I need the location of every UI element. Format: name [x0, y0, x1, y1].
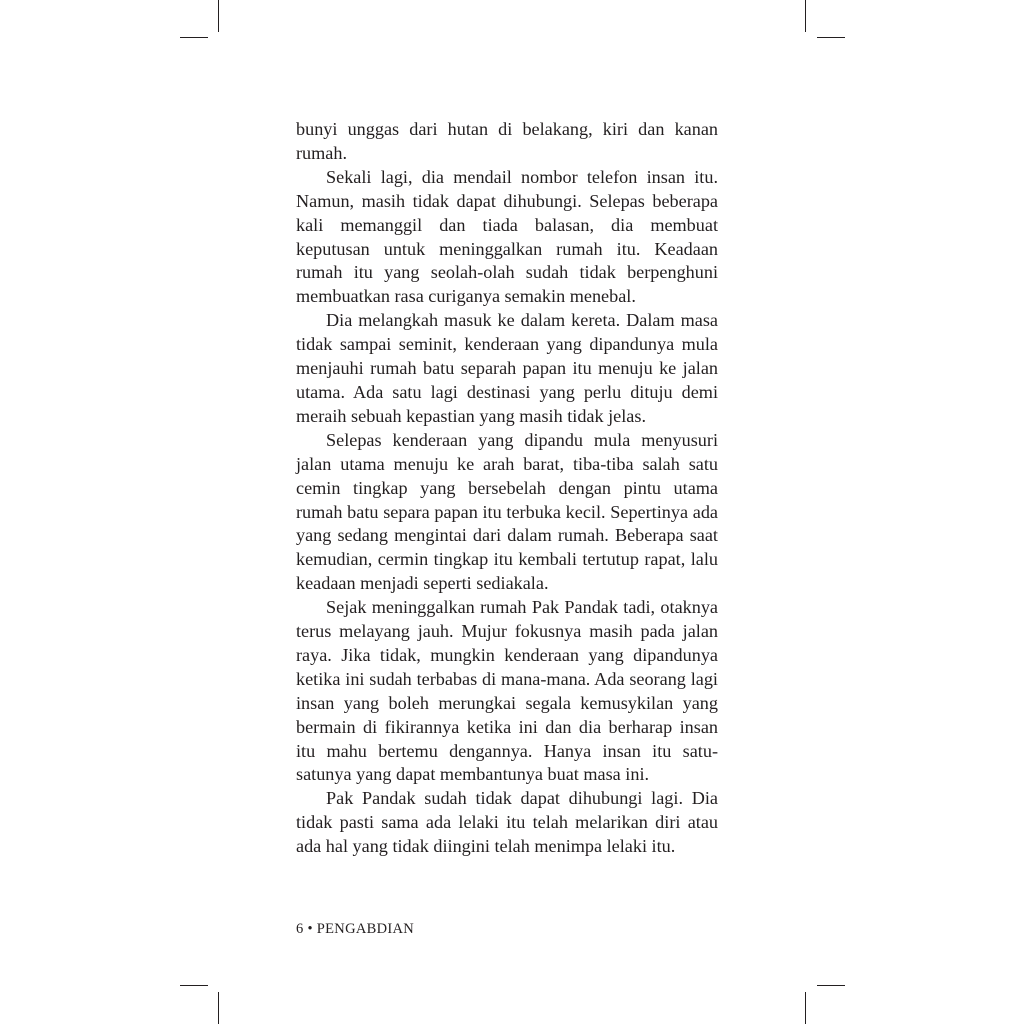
- crop-mark-top-right-vertical: [805, 0, 806, 32]
- crop-mark-bottom-left-horizontal: [180, 985, 208, 986]
- paragraph: Sekali lagi, dia mendail nombor telefon insan itu. Namun, masih tidak dapat dihubungi. Selepas beberapa kali memanggil dan tiada balasan, dia membuat keputusan untuk meninggalkan rumah itu. Keadaan rumah itu yang seolah-olah sudah tidak berpenghuni membuatkan rasa curiganya semakin menebal.: [296, 166, 718, 307]
- page-footer-folio: 6 • PENGABDIAN: [296, 921, 415, 937]
- paragraph: Pak Pandak sudah tidak dapat dihubungi lagi. Dia tidak pasti sama ada lelaki itu telah melarikan diri atau ada hal yang tidak diingini telah menimpa lelaki itu.: [296, 788, 718, 857]
- paragraph: bunyi unggas dari hutan di belakang, kiri dan kanan rumah.: [296, 119, 718, 163]
- crop-mark-top-right-horizontal: [817, 37, 845, 38]
- crop-mark-top-left-horizontal: [180, 37, 208, 38]
- paragraph: Selepas kenderaan yang dipandu mula menyusuri jalan utama menuju ke arah barat, tiba-tiba salah satu cemin tingkap yang bersebelah dengan pintu utama rumah batu separa papan itu terbuka kecil. Sepertinya ada yang sedang mengintai dari dalam rumah. Beberapa saat kemudian, cermin tingkap itu kembali tertutup rapat, lalu keadaan menjadi seperti sediakala.: [296, 429, 718, 594]
- crop-mark-bottom-right-horizontal: [817, 985, 845, 986]
- paragraph: Sejak meninggalkan rumah Pak Pandak tadi, otaknya terus melayang jauh. Mujur fokusnya masih pada jalan raya. Jika tidak, mungkin kenderaan yang dipandunya ketika ini sudah terbabas di mana-mana. Ada seorang lagi insan yang boleh merungkai segala kemusykilan yang bermain di fikirannya ketika ini dan dia berharap insan itu mahu bertemu dengannya. Hanya insan itu satu-satunya yang dapat membantunya buat masa ini.: [296, 597, 718, 785]
- paragraph: Dia melangkah masuk ke dalam kereta. Dalam masa tidak sampai seminit, kenderaan yang dipandunya mula menjauhi rumah batu separah papan itu menuju ke jalan utama. Ada satu lagi destinasi yang perlu dituju demi meraih sebuah kepastian yang masih tidak jelas.: [296, 310, 718, 426]
- crop-mark-bottom-left-vertical: [218, 992, 219, 1024]
- crop-mark-top-left-vertical: [218, 0, 219, 32]
- body-text: [296, 118, 718, 859]
- crop-mark-bottom-right-vertical: [805, 992, 806, 1024]
